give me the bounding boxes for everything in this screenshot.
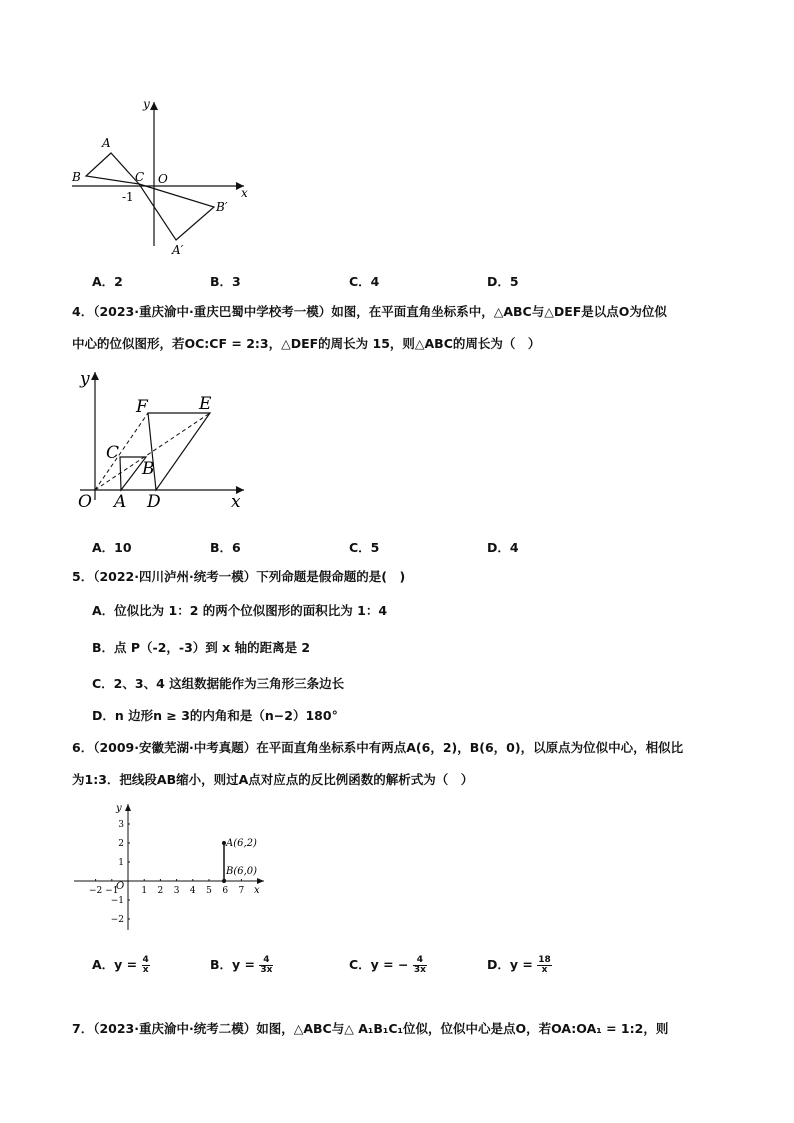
q4-option-d[interactable]: D．4 (487, 540, 519, 555)
q6-option-d-num: 18 (538, 955, 551, 965)
q3-label-o: O (158, 172, 168, 186)
q5-option-d[interactable]: D．n 边形n ≥ 3的内角和是（n−2）180° (92, 708, 338, 723)
q6-option-d[interactable] (487, 955, 552, 975)
q3-label-y: y (143, 97, 150, 111)
q6-option-a-den: x (142, 965, 149, 975)
q3-label-a: A (102, 136, 111, 150)
q6-option-a-fraction (142, 956, 150, 975)
q6-option-d-den: x (541, 965, 548, 975)
q3-option-c[interactable]: C．4 (349, 274, 380, 289)
q7-stem-line1: 7．（2023·重庆渝中·统考二模）如图，△ABC与△ A₁B₁C₁位似，位似中心是点O，若OA:OA₁ = 1:2，则 (72, 1021, 669, 1036)
q6-option-d-prefix: D．y = (487, 957, 533, 972)
q4-y-arrow (91, 372, 99, 380)
q4-option-a[interactable]: A．10 (92, 540, 132, 555)
q4-stem-line1: 4．（2023·重庆渝中·重庆巴蜀中学校考一模）如图，在平面直角坐标系中，△ABC与△DEF是以点O为位似 (72, 304, 667, 319)
q6-point-b (222, 879, 226, 883)
q6-x-tick-label: 4 (189, 886, 196, 896)
q6-x-tick-label: 1 (141, 886, 148, 896)
q6-option-b-den: 3x (260, 965, 273, 975)
q6-option-c-num: 4 (413, 956, 427, 966)
q3-label-b: B (72, 170, 81, 184)
q4-option-c[interactable]: C．5 (349, 540, 380, 555)
q6-option-c-den: 3x (413, 965, 426, 975)
q6-label-o: O (116, 881, 125, 892)
q5-stem: 5．（2022·四川泸州·统考一模）下列命题是假命题的是( ) (72, 569, 406, 584)
q6-x-tick-label: 2 (157, 886, 164, 896)
q3-label-a-prime: A′ (172, 243, 184, 257)
q6-option-c-prefix: C．y = − (349, 957, 409, 972)
q6-y-tick-label: −1 (110, 896, 124, 906)
q6-x-tick-label: −2 (88, 886, 103, 896)
q6-y-tick-label: 3 (118, 820, 124, 830)
q6-option-a-num: 4 (142, 955, 149, 965)
figure-q6 (70, 798, 270, 932)
q6-option-a-prefix: A．y = (92, 957, 138, 972)
q4-label-o: O (78, 492, 92, 512)
q4-label-e: E (199, 394, 212, 414)
q3-label-b-prime: B′ (216, 200, 228, 214)
q6-option-d-fraction (537, 956, 552, 975)
q6-label-y: y (116, 803, 122, 814)
q6-y-arrow (125, 804, 131, 811)
figure-q3 (64, 95, 264, 260)
q4-option-b[interactable]: B．6 (210, 540, 241, 555)
q3-label-x: x (241, 186, 248, 200)
q3-option-b[interactable]: B．3 (210, 274, 241, 289)
q4-label-f: F (136, 397, 148, 417)
q6-x-arrow (257, 878, 264, 884)
q5-option-b[interactable]: B．点 P（-2，-3）到 x 轴的距离是 2 (92, 640, 311, 655)
q6-option-b[interactable] (210, 955, 273, 975)
q4-stem-line2: 中心的位似图形，若OC:CF = 2:3，△DEF的周长为 15，则△ABC的周长为（ ） (72, 336, 541, 351)
q6-option-b-prefix: B．y = (210, 957, 256, 972)
q6-stem-line1: 6．（2009·安徽芜湖·中考真题）在平面直角坐标系中有两点A(6，2)，B(6，0)，以原点为位似中心，相似比 (72, 740, 684, 755)
q5-option-c[interactable]: C．2、3、4 这组数据能作为三角形三条边长 (92, 676, 345, 691)
q6-x-tick-label: 6 (222, 886, 229, 896)
q5-option-a[interactable]: A．位似比为 1：2 的两个位似图形的面积比为 1：4 (92, 603, 388, 618)
q6-option-b-fraction (259, 956, 273, 975)
q4-ray-of (95, 413, 148, 490)
q6-option-c-fraction (413, 956, 427, 975)
q4-label-a: A (114, 492, 127, 512)
q6-y-tick-label: 2 (118, 839, 124, 849)
q3-label-neg1: -1 (122, 190, 134, 204)
q6-x-tick-label: 7 (238, 886, 245, 896)
q6-x-tick-label: 3 (173, 886, 180, 896)
q6-y-tick-label: 1 (118, 858, 124, 868)
q3-option-a[interactable]: A．2 (92, 274, 123, 289)
q6-option-b-num: 4 (259, 956, 273, 966)
q3-triangle-a1b1c (139, 184, 214, 240)
q4-label-d: D (147, 492, 161, 512)
q4-label-y: y (80, 369, 90, 389)
q6-label-x: x (254, 885, 260, 896)
q6-option-a[interactable] (92, 955, 150, 975)
q6-label-a: A(6,2) (226, 838, 257, 849)
q3-option-d[interactable]: D．5 (487, 274, 519, 289)
q6-option-c[interactable] (349, 955, 427, 975)
q3-label-c: C (135, 170, 145, 184)
q4-label-x: x (231, 492, 241, 512)
q6-label-b: B(6,0) (226, 866, 258, 877)
q6-stem-line2: 为1:3．把线段AB缩小，则过A点对应点的反比例函数的解析式为（ ） (72, 772, 474, 787)
q4-triangle-def (148, 413, 210, 490)
q6-y-tick-label: −2 (110, 915, 124, 925)
q4-label-b: B (142, 459, 155, 479)
q4-label-c: C (106, 443, 120, 463)
figure-q4 (72, 365, 252, 515)
q3-triangle-abc (86, 153, 139, 184)
q3-y-arrow (150, 102, 158, 110)
q6-x-tick-label: 5 (206, 886, 212, 896)
q6-x-tick-label: −1 (105, 886, 119, 896)
